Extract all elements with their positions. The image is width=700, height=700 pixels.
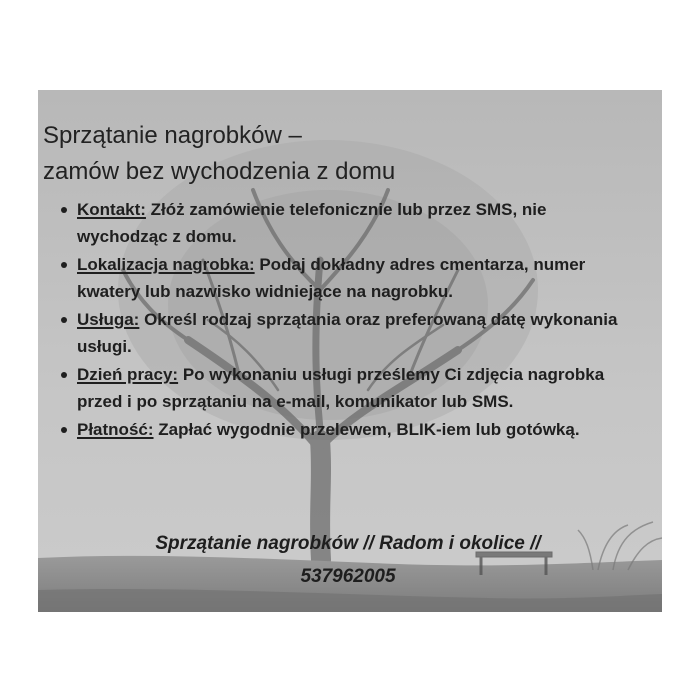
title-line-2: zamów bez wychodzenia z domu [43, 158, 396, 185]
list-item-workday [38, 361, 638, 415]
page-title [43, 118, 603, 190]
list-item-contact [38, 196, 638, 250]
item-text: Po wykonaniu usługi prześlemy Ci zdjęcia nagrobka przed i po sprzątaniu na e-mail, komunikator lub SMS. [77, 365, 605, 411]
flyer-card [38, 90, 662, 612]
footer-contact [58, 527, 638, 593]
item-text: Złóż zamówienie telefonicznie lub przez SMS, nie wychodząc z domu. [77, 200, 547, 246]
flyer-content [38, 90, 662, 612]
item-text: Podaj dokładny adres cmentarza, numer kwatery lub nazwisko widniejące na nagrobku. [77, 255, 586, 301]
item-text: Określ rodzaj sprzątania oraz preferowaną datę wykonania usługi. [77, 310, 618, 356]
item-text: Zapłać wygodnie przelewem, BLIK-iem lub gotówką. [153, 420, 580, 439]
item-label: Lokalizacja nagrobka: [77, 255, 255, 274]
footer-line-1: Sprzątanie nagrobków // Radom i okolice // [155, 533, 541, 554]
list-item-service [38, 306, 638, 360]
item-label: Płatność: [77, 420, 154, 439]
item-label: Dzień pracy: [77, 365, 179, 384]
title-line-1: Sprzątanie nagrobków – [43, 122, 302, 149]
item-label: Usługa: [77, 310, 140, 329]
info-list [38, 196, 638, 444]
item-label: Kontakt: [77, 200, 146, 219]
list-item-location [38, 251, 638, 305]
list-item-payment [38, 416, 638, 443]
phone-number: 537962005 [300, 566, 396, 587]
